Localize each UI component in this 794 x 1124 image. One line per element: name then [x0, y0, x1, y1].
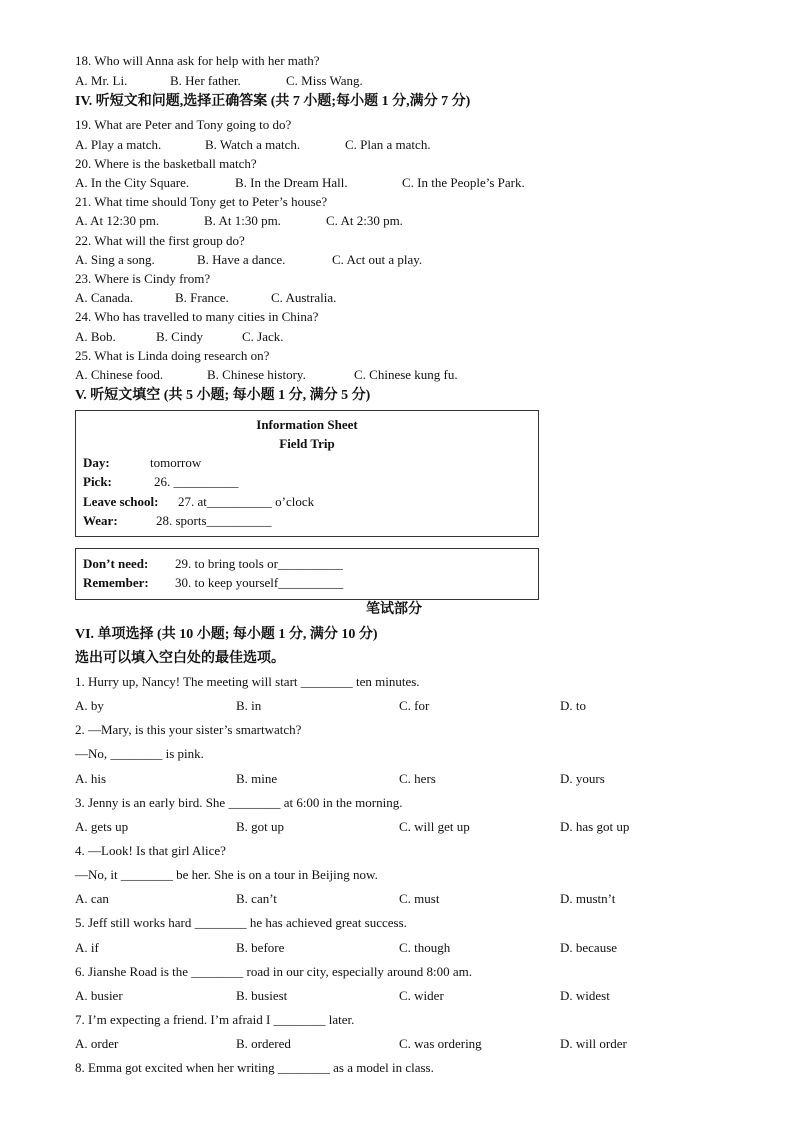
blank-28[interactable]: 28. sports__________ — [156, 513, 272, 528]
option-b[interactable]: B. Her father. — [170, 73, 241, 88]
option-c[interactable]: C. wider — [399, 988, 444, 1003]
mc-question-4: 4. —Look! Is that girl Alice? — [75, 843, 226, 858]
option-a[interactable]: A. At 12:30 pm. — [75, 213, 160, 228]
option-a[interactable]: A. his — [75, 771, 107, 786]
sheet-title: Information Sheet — [256, 417, 358, 432]
option-c[interactable]: C. At 2:30 pm. — [326, 213, 403, 228]
option-c[interactable]: C. Act out a play. — [332, 252, 423, 267]
option-d[interactable]: D. mustn’t — [560, 891, 616, 906]
section-4-heading: IV. 听短文和问题,选择正确答案 (共 7 小题;每小题 1 分,满分 7 分) — [75, 94, 471, 109]
blank-30[interactable]: 30. to keep yourself__________ — [175, 575, 344, 590]
question-22: 22. What will the first group do? — [75, 233, 245, 248]
option-b[interactable]: B. before — [236, 940, 285, 955]
question-18: 18. Who will Anna ask for help with her math? — [75, 53, 320, 68]
blank-27[interactable]: 27. at__________ o’clock — [178, 494, 315, 509]
option-c[interactable]: C. In the People’s Park. — [402, 175, 525, 190]
sheet-row-day — [83, 455, 523, 471]
option-b[interactable]: B. Chinese history. — [207, 367, 306, 382]
option-c[interactable]: C. Miss Wang. — [286, 73, 363, 88]
mc-question-8: 8. Emma got excited when her writing ________ as a model in class. — [75, 1060, 434, 1075]
mc-question-2: 2. —Mary, is this your sister’s smartwatch? — [75, 722, 302, 737]
option-a[interactable]: A. can — [75, 891, 109, 906]
sheet-label: Pick: — [83, 474, 112, 489]
blank-26[interactable]: 26. __________ — [154, 474, 239, 489]
option-b[interactable]: B. ordered — [236, 1036, 291, 1051]
sheet-row-remember — [83, 575, 523, 591]
option-a[interactable]: A. by — [75, 698, 104, 713]
option-d[interactable]: D. to — [560, 698, 586, 713]
option-c[interactable]: C. Chinese kung fu. — [354, 367, 458, 382]
option-c[interactable]: C. must — [399, 891, 440, 906]
option-a[interactable]: A. gets up — [75, 819, 129, 834]
sheet-row-wear — [83, 513, 523, 529]
section-6-heading: VI. 单项选择 (共 10 小题; 每小题 1 分, 满分 10 分) — [75, 627, 378, 642]
option-b[interactable]: B. busiest — [236, 988, 288, 1003]
option-b[interactable]: B. got up — [236, 819, 285, 834]
option-a[interactable]: A. Sing a song. — [75, 252, 155, 267]
option-a[interactable]: A. order — [75, 1036, 119, 1051]
blank-29[interactable]: 29. to bring tools or__________ — [175, 556, 343, 571]
option-c[interactable]: C. Plan a match. — [345, 137, 431, 152]
option-b[interactable]: B. can’t — [236, 891, 277, 906]
information-sheet-box-2 — [75, 548, 539, 600]
option-a[interactable]: A. busier — [75, 988, 123, 1003]
option-c[interactable]: C. was ordering — [399, 1036, 482, 1051]
written-part-title: 笔试部分 — [366, 602, 422, 617]
mc-question-5: 5. Jeff still works hard ________ he has achieved great success. — [75, 915, 407, 930]
option-b[interactable]: B. Cindy — [156, 329, 203, 344]
option-b[interactable]: B. in — [236, 698, 262, 713]
option-b[interactable]: B. France. — [175, 290, 229, 305]
section-5-heading: V. 听短文填空 (共 5 小题; 每小题 1 分, 满分 5 分) — [75, 388, 371, 403]
option-d[interactable]: D. because — [560, 940, 618, 955]
sheet-row-dont-need — [83, 556, 523, 572]
sheet-label: Remember: — [83, 575, 149, 590]
option-c[interactable]: C. will get up — [399, 819, 470, 834]
sheet-value: tomorrow — [150, 455, 202, 470]
question-20: 20. Where is the basketball match? — [75, 156, 257, 171]
mc-question-1: 1. Hurry up, Nancy! The meeting will start ________ ten minutes. — [75, 674, 420, 689]
question-23: 23. Where is Cindy from? — [75, 271, 211, 286]
mc-question-4-line-2: —No, it ________ be her. She is on a tour in Beijing now. — [75, 867, 378, 882]
sheet-row-pick — [83, 474, 523, 490]
question-24: 24. Who has travelled to many cities in China? — [75, 309, 319, 324]
sheet-label: Day: — [83, 455, 110, 470]
option-a[interactable]: A. Canada. — [75, 290, 134, 305]
option-b[interactable]: B. At 1:30 pm. — [204, 213, 281, 228]
option-a[interactable]: A. Chinese food. — [75, 367, 164, 382]
question-19: 19. What are Peter and Tony going to do? — [75, 117, 292, 132]
option-c[interactable]: C. hers — [399, 771, 436, 786]
mc-question-6: 6. Jianshe Road is the ________ road in our city, especially around 8:00 am. — [75, 964, 473, 979]
sheet-row-leave-school — [83, 494, 523, 510]
mc-question-7: 7. I’m expecting a friend. I’m afraid I ________ later. — [75, 1012, 355, 1027]
option-a[interactable]: A. In the City Square. — [75, 175, 190, 190]
option-a[interactable]: A. Play a match. — [75, 137, 162, 152]
option-b[interactable]: B. Watch a match. — [205, 137, 301, 152]
option-a[interactable]: A. Mr. Li. — [75, 73, 128, 88]
option-d[interactable]: D. has got up — [560, 819, 630, 834]
question-21: 21. What time should Tony get to Peter’s house? — [75, 194, 328, 209]
option-c[interactable]: C. Australia. — [271, 290, 337, 305]
section-6-instruction: 选出可以填入空白处的最佳选项。 — [75, 651, 285, 666]
mc-question-2-line-2: —No, ________ is pink. — [75, 746, 204, 761]
sheet-subtitle: Field Trip — [279, 436, 335, 451]
option-b[interactable]: B. In the Dream Hall. — [235, 175, 348, 190]
information-sheet-box — [75, 410, 539, 537]
option-d[interactable]: D. will order — [560, 1036, 627, 1051]
option-a[interactable]: A. Bob. — [75, 329, 116, 344]
sheet-label: Wear: — [83, 513, 118, 528]
option-d[interactable]: D. widest — [560, 988, 610, 1003]
option-d[interactable]: D. yours — [560, 771, 605, 786]
option-b[interactable]: B. Have a dance. — [197, 252, 286, 267]
option-a[interactable]: A. if — [75, 940, 99, 955]
question-25: 25. What is Linda doing research on? — [75, 348, 270, 363]
option-b[interactable]: B. mine — [236, 771, 278, 786]
sheet-label: Leave school: — [83, 494, 159, 509]
option-c[interactable]: C. for — [399, 698, 430, 713]
option-c[interactable]: C. though — [399, 940, 451, 955]
sheet-label: Don’t need: — [83, 556, 149, 571]
mc-question-3: 3. Jenny is an early bird. She ________ at 6:00 in the morning. — [75, 795, 403, 810]
option-c[interactable]: C. Jack. — [242, 329, 284, 344]
